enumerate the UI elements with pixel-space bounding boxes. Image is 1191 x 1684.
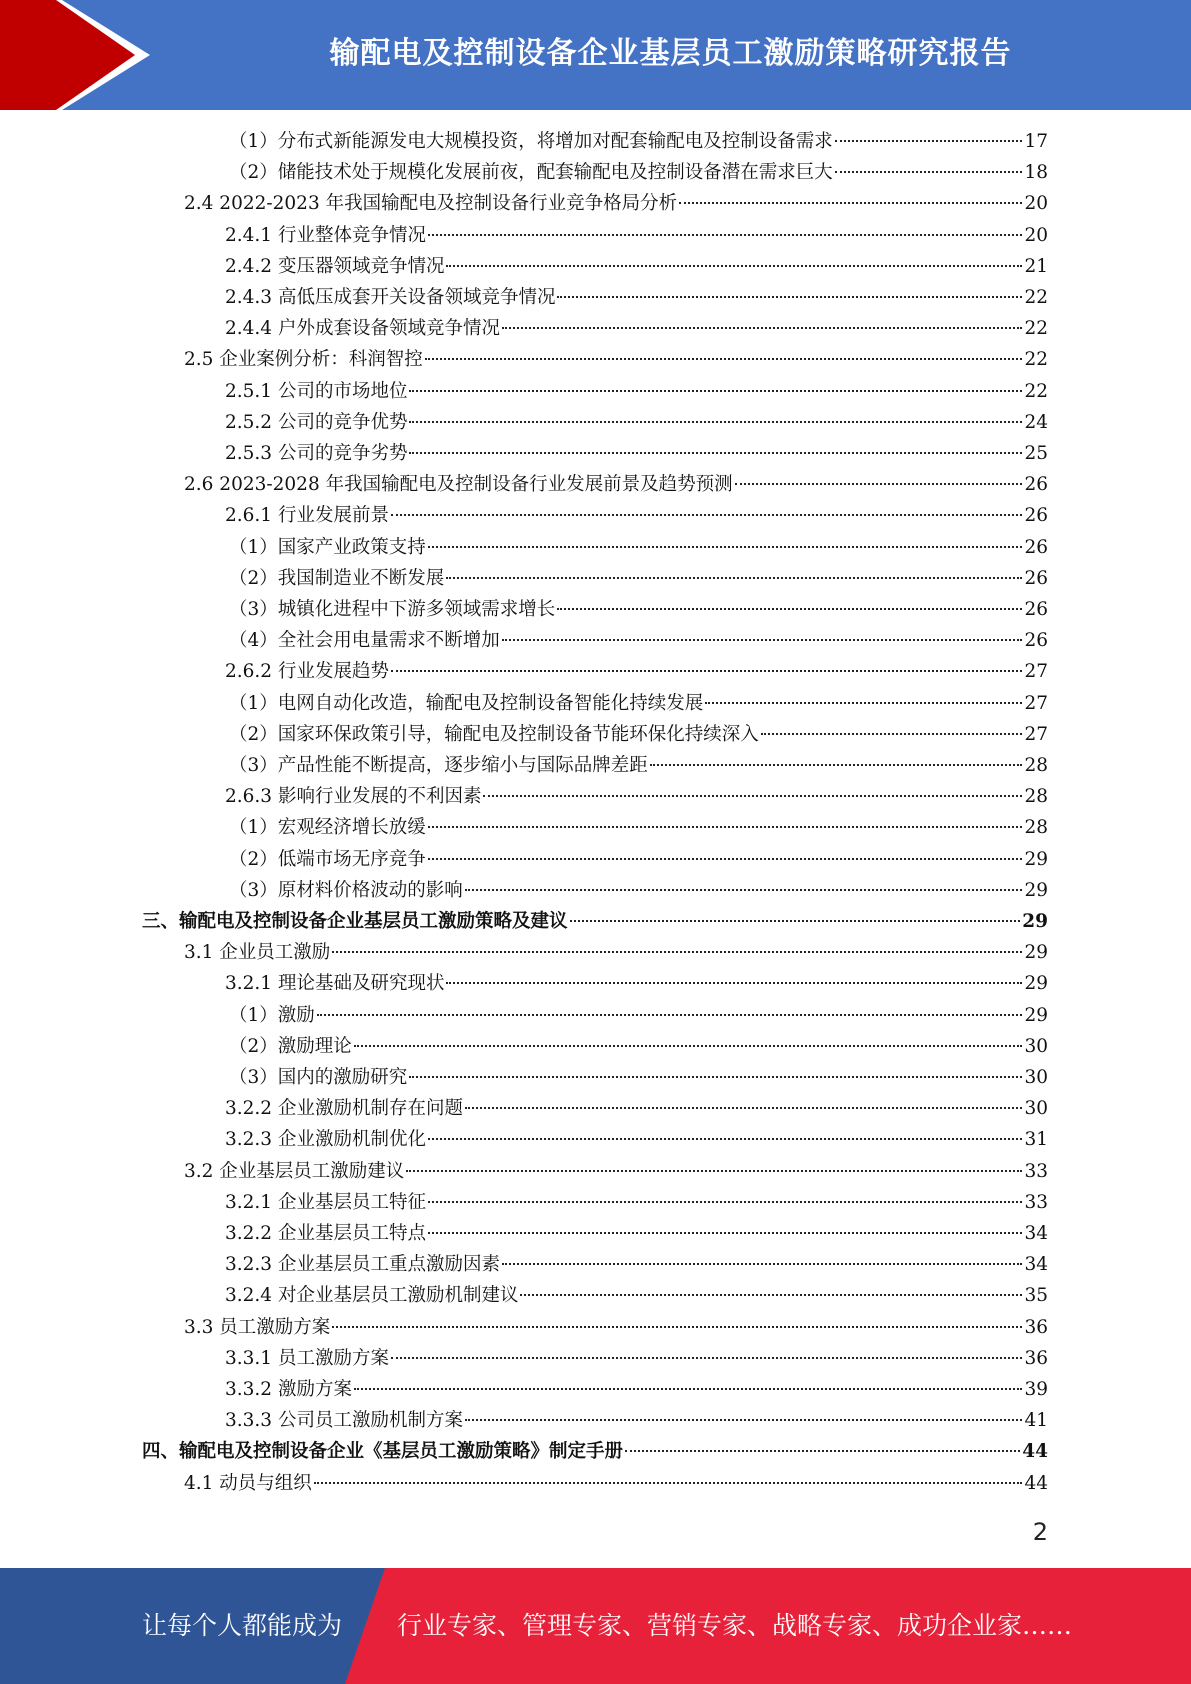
toc-dot-leader <box>761 732 1023 735</box>
toc-dot-leader <box>557 295 1022 298</box>
toc-entry[interactable] <box>229 625 1048 656</box>
toc-entry-page: 29 <box>1024 1004 1048 1026</box>
toc-entry-title: （1）分布式新能源发电大规模投资，将增加对配套输配电及控制设备需求 <box>229 131 833 152</box>
toc-entry-page: 33 <box>1024 1160 1048 1182</box>
toc-entry-title: 3.2.2 企业激励机制存在问题 <box>225 1098 463 1120</box>
toc-entry-page: 30 <box>1024 1067 1048 1088</box>
toc-entry[interactable] <box>184 469 1048 500</box>
toc-dot-leader <box>465 1106 1022 1109</box>
toc-dot-leader <box>406 1169 1022 1172</box>
toc-entry[interactable] <box>229 532 1048 563</box>
toc-entry-page: 34 <box>1024 1223 1048 1244</box>
toc-entry-page: 17 <box>1024 131 1048 152</box>
toc-dot-leader <box>425 357 1023 360</box>
toc-entry[interactable] <box>225 1187 1048 1218</box>
toc-entry[interactable] <box>225 220 1048 251</box>
toc-entry-title: （2）我国制造业不断发展 <box>229 567 445 589</box>
toc-entry-page: 39 <box>1024 1379 1048 1400</box>
toc-entry[interactable] <box>225 282 1048 313</box>
toc-dot-leader <box>428 1137 1022 1140</box>
toc-entry-title: 3.2.1 理论基础及研究现状 <box>225 973 445 995</box>
toc-dot-leader <box>391 669 1022 672</box>
toc-entry-title: 4.1 动员与组织 <box>184 1472 312 1494</box>
toc-entry-page: 29 <box>1024 973 1048 995</box>
toc-entry-title: 2.4.2 变压器领域竞争情况 <box>225 255 445 277</box>
footer-slogan-right: 行业专家、管理专家、营销专家、战略专家、成功企业家…… <box>397 1611 1073 1640</box>
toc-entry[interactable] <box>229 875 1048 906</box>
toc-entry-title: 3.2.3 企业基层员工重点激励因素 <box>225 1254 500 1276</box>
toc-entry-title: （3）国内的激励研究 <box>229 1067 408 1088</box>
toc-entry-page: 21 <box>1024 255 1048 277</box>
toc-entry-page: 29 <box>1024 848 1048 870</box>
toc-entry-page: 35 <box>1024 1285 1048 1307</box>
toc-entry-title: （2）低端市场无序竞争 <box>229 848 426 870</box>
toc-entry-page: 26 <box>1024 630 1048 652</box>
toc-entry[interactable] <box>225 1374 1048 1405</box>
toc-entry-title: 2.4.4 户外成套设备领域竞争情况 <box>225 318 500 340</box>
toc-entry-title: （3）产品性能不断提高，逐步缩小与国际品牌差距 <box>229 755 648 776</box>
toc-entry[interactable] <box>225 251 1048 282</box>
toc-entry-page: 29 <box>1024 942 1048 964</box>
toc-entry[interactable] <box>229 1062 1048 1093</box>
toc-dot-leader <box>391 1356 1022 1359</box>
toc-dot-leader <box>679 201 1022 204</box>
toc-entry[interactable] <box>225 376 1048 407</box>
toc-entry-page: 28 <box>1024 755 1048 776</box>
toc-dot-leader <box>409 420 1022 423</box>
toc-dot-leader <box>428 1231 1022 1234</box>
toc-entry-title: 3.3.1 员工激励方案 <box>225 1347 389 1369</box>
toc-entry[interactable] <box>229 157 1048 188</box>
toc-dot-leader <box>502 1262 1022 1265</box>
toc-entry[interactable] <box>225 500 1048 531</box>
toc-dot-leader <box>705 701 1022 704</box>
toc-entry-title: 三、输配电及控制设备企业基层员工激励策略及建议 <box>142 911 568 932</box>
toc-dot-leader <box>735 482 1023 485</box>
toc-entry[interactable] <box>142 906 1048 937</box>
toc-dot-leader <box>483 794 1022 797</box>
toc-entry-title: 3.2.3 企业激励机制优化 <box>225 1129 426 1151</box>
toc-entry[interactable] <box>184 937 1048 968</box>
toc-entry-title: 2.5.3 公司的竞争劣势 <box>225 443 408 464</box>
toc-dot-leader <box>391 513 1022 516</box>
chevron-logo-icon <box>0 0 160 110</box>
toc-dot-leader <box>317 1013 1023 1016</box>
toc-entry-page: 26 <box>1024 536 1048 558</box>
toc-entry-title: 3.3 员工激励方案 <box>184 1316 331 1338</box>
toc-entry-title: （1）电网自动化改造，输配电及控制设备智能化持续发展 <box>229 692 704 714</box>
toc-entry-title: 2.5.1 公司的市场地位 <box>225 380 408 402</box>
toc-dot-leader <box>354 1387 1023 1390</box>
toc-entry-title: 3.2 企业基层员工激励建议 <box>184 1160 405 1182</box>
toc-entry-page: 26 <box>1024 599 1048 620</box>
toc-entry[interactable] <box>225 1405 1048 1436</box>
toc-entry-title: 2.4.3 高低压成套开关设备领域竞争情况 <box>225 287 556 308</box>
toc-entry-page: 24 <box>1024 411 1048 433</box>
toc-entry-page: 44 <box>1024 1472 1048 1494</box>
toc-entry-title: （2）储能技术处于规模化发展前夜，配套输配电及控制设备潜在需求巨大 <box>229 162 833 184</box>
toc-entry-title: 2.6.2 行业发展趋势 <box>225 661 389 683</box>
toc-entry[interactable] <box>225 1218 1048 1249</box>
toc-entry-title: 3.2.4 对企业基层员工激励机制建议 <box>225 1285 519 1307</box>
toc-dot-leader <box>502 326 1022 329</box>
toc-entry-page: 22 <box>1024 380 1048 402</box>
toc-dot-leader <box>428 825 1023 828</box>
toc-entry[interactable] <box>229 126 1048 157</box>
toc-entry-page: 27 <box>1024 723 1048 745</box>
toc-entry-page: 34 <box>1024 1254 1048 1276</box>
toc-entry[interactable] <box>229 1031 1048 1062</box>
toc-dot-leader <box>446 576 1022 579</box>
toc-entry-page: 27 <box>1024 692 1048 714</box>
toc-entry[interactable] <box>184 1156 1048 1187</box>
toc-entry-page: 29 <box>1022 911 1048 932</box>
toc-dot-leader <box>650 763 1023 766</box>
toc-entry-title: 2.5 企业案例分析：科润智控 <box>184 349 423 371</box>
toc-entry-title: （1）国家产业政策支持 <box>229 536 426 558</box>
toc-entry[interactable] <box>184 344 1048 375</box>
toc-entry-title: 3.3.2 激励方案 <box>225 1379 352 1400</box>
toc-entry[interactable] <box>225 781 1048 812</box>
toc-dot-leader <box>502 638 1023 641</box>
toc-entry-title: （2）国家环保政策引导，输配电及控制设备节能环保化持续深入 <box>229 723 759 745</box>
toc-entry-page: 41 <box>1024 1410 1048 1432</box>
toc-entry[interactable] <box>229 594 1048 625</box>
toc-entry[interactable] <box>229 812 1048 843</box>
toc-entry-title: 3.2.1 企业基层员工特征 <box>225 1191 426 1213</box>
toc-entry-page: 26 <box>1024 505 1048 527</box>
toc-entry-page: 33 <box>1024 1191 1048 1213</box>
toc-entry-page: 28 <box>1024 786 1048 808</box>
toc-entry-title: 3.1 企业员工激励 <box>184 942 331 964</box>
toc-entry-title: 2.6.1 行业发展前景 <box>225 505 389 527</box>
toc-dot-leader <box>428 1200 1022 1203</box>
toc-dot-leader <box>428 233 1022 236</box>
toc-entry[interactable] <box>184 1468 1048 1499</box>
page-footer <box>0 1568 1191 1684</box>
toc-entry[interactable] <box>184 1312 1048 1343</box>
toc-entry-page: 25 <box>1024 443 1048 464</box>
toc-entry[interactable] <box>225 1280 1048 1311</box>
toc-entry-page: 44 <box>1022 1441 1048 1463</box>
toc-entry[interactable] <box>225 313 1048 344</box>
toc-dot-leader <box>570 919 1021 922</box>
page-number: 2 <box>1032 1518 1048 1546</box>
footer-slogan-left: 让每个人都能成为 <box>142 1611 343 1640</box>
toc-dot-leader <box>520 1293 1022 1296</box>
toc-entry-page: 30 <box>1024 1035 1048 1057</box>
toc-entry-page: 18 <box>1024 162 1048 184</box>
toc-entry[interactable] <box>225 1249 1048 1280</box>
toc-entry-title: （1）宏观经济增长放缓 <box>229 817 426 839</box>
toc-entry-page: 22 <box>1024 287 1048 308</box>
toc-entry-title: 3.2.2 企业基层员工特点 <box>225 1223 426 1244</box>
toc-entry-title: 2.6 2023-2028 年我国输配电及控制设备行业发展前景及趋势预测 <box>184 474 733 496</box>
toc-entry-title: 2.5.2 公司的竞争优势 <box>225 411 408 433</box>
toc-entry-title: 3.3.3 公司员工激励机制方案 <box>225 1410 463 1432</box>
toc-dot-leader <box>835 139 1023 142</box>
toc-dot-leader <box>354 1044 1023 1047</box>
toc-entry-title: 2.4.1 行业整体竞争情况 <box>225 224 426 246</box>
toc-entry[interactable] <box>225 1124 1048 1155</box>
toc-entry-title: （3）城镇化进程中下游多领域需求增长 <box>229 599 556 620</box>
toc-entry-page: 36 <box>1024 1347 1048 1369</box>
toc-entry[interactable] <box>225 1343 1048 1374</box>
toc-dot-leader <box>332 1325 1022 1328</box>
page-header <box>0 0 1191 110</box>
toc-entry-page: 26 <box>1024 474 1048 496</box>
toc-dot-leader <box>835 170 1023 173</box>
toc-entry-title: 2.6.3 影响行业发展的不利因素 <box>225 786 482 808</box>
toc-dot-leader <box>446 981 1022 984</box>
toc-entry-page: 30 <box>1024 1098 1048 1120</box>
toc-dot-leader <box>409 451 1022 454</box>
report-title: 输配电及控制设备企业基层员工激励策略研究报告 <box>329 36 1012 71</box>
toc-entry[interactable] <box>229 719 1048 750</box>
toc-entry-page: 20 <box>1024 224 1048 246</box>
toc-entry[interactable] <box>225 968 1048 999</box>
toc-dot-leader <box>428 857 1023 860</box>
toc-entry-page: 22 <box>1024 349 1048 371</box>
toc-dot-leader <box>428 545 1023 548</box>
toc-entry[interactable] <box>225 407 1048 438</box>
toc-entry[interactable] <box>229 1000 1048 1031</box>
toc-entry[interactable] <box>142 1436 1048 1467</box>
toc-entry[interactable] <box>225 438 1048 469</box>
toc-entry-page: 22 <box>1024 318 1048 340</box>
toc-dot-leader <box>409 1075 1022 1078</box>
toc-entry-page: 36 <box>1024 1316 1048 1338</box>
toc-dot-leader <box>625 1449 1020 1452</box>
toc-dot-leader <box>314 1481 1023 1484</box>
toc-entry-page: 31 <box>1024 1129 1048 1151</box>
toc-entry-title: 2.4 2022-2023 年我国输配电及控制设备行业竞争格局分析 <box>184 193 678 215</box>
toc-entry[interactable] <box>229 563 1048 594</box>
toc-entry-title: （3）原材料价格波动的影响 <box>229 879 463 901</box>
toc-dot-leader <box>557 607 1022 610</box>
toc-dot-leader <box>446 264 1022 267</box>
toc-entry-title: （1）激励 <box>229 1004 315 1026</box>
toc-entry-title: 四、输配电及控制设备企业《基层员工激励策略》制定手册 <box>142 1441 624 1463</box>
toc-entry[interactable] <box>229 688 1048 719</box>
toc-dot-leader <box>332 950 1022 953</box>
toc-entry-page: 26 <box>1024 567 1048 589</box>
toc-entry[interactable] <box>184 188 1048 219</box>
toc-entry[interactable] <box>225 1093 1048 1124</box>
toc-entry-page: 27 <box>1024 661 1048 683</box>
toc-entry-title: （4）全社会用电量需求不断增加 <box>229 630 500 652</box>
toc-entry[interactable] <box>229 844 1048 875</box>
toc-entry[interactable] <box>225 656 1048 687</box>
toc-entry-title: （2）激励理论 <box>229 1035 352 1057</box>
toc-dot-leader <box>465 1418 1022 1421</box>
toc-entry-page: 28 <box>1024 817 1048 839</box>
toc-dot-leader <box>409 389 1022 392</box>
toc-dot-leader <box>465 888 1023 891</box>
toc-entry-page: 20 <box>1024 193 1048 215</box>
toc-entry-page: 29 <box>1024 879 1048 901</box>
toc-entry[interactable] <box>229 750 1048 781</box>
